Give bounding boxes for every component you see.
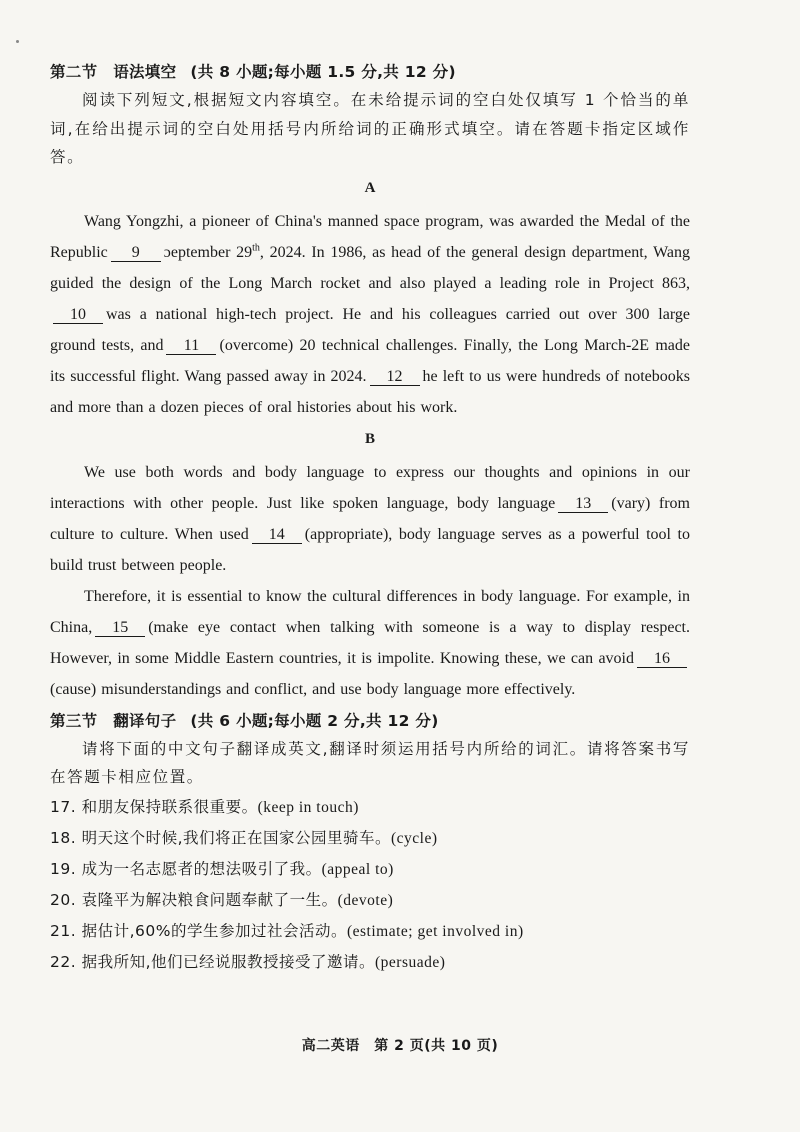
blank-16: 16 [637,651,687,668]
passage-b-label: B [364,430,375,447]
item-text: 21. 据估计,60%的学生参加过社会活动。 [50,921,347,940]
passage-b-text-6: (cause) misunderstandings and conflict, and use body language more effectively. [50,680,576,698]
passage-b-text-2: (vary) from culture to culture. When used [50,494,691,543]
item-hint: (appeal to) [321,860,394,878]
translation-item-17 [50,792,690,823]
passage-a-text-4: was a national high-tech project. He and his colleagues carried out over 300 large ground tests, and [50,305,690,354]
blank-9: 9 [111,245,161,262]
section2-title: 第二节 语法填空 [50,63,177,81]
section3-title: 第三节 翻译句子 [50,711,177,730]
blank-11: 11 [166,338,216,355]
item-text: 22. 据我所知,他们已经说服教授接受了邀请。 [50,952,376,971]
translation-item-20 [50,885,690,916]
passage-a-superscript: th [252,242,260,254]
item-text: 19. 成为一名志愿者的想法吸引了我。 [50,859,322,878]
passage-b-text-3: (appropriate), body language serves as a powerful tool to build trust between people. [50,525,690,574]
translation-item-22 [50,947,690,978]
item-text: 20. 袁隆平为解决粮食问题奉献了一生。 [50,890,338,909]
translation-item-19 [50,854,690,885]
blank-14: 14 [252,527,302,544]
item-text: 18. 明天这个时候,我们将正在国家公园里骑车。 [50,828,392,847]
item-hint: (estimate; get involved in) [346,922,524,940]
passage-b-text-5: (make eye contact when talking with someone is a way to display respect. However, in some Middle Eastern countries, it is impolite. Knowing these, we can avoid [50,618,690,667]
passage-b-paragraph-2 [50,581,690,705]
section2-instructions: 阅读下列短文,根据短文内容填空。在未给提示词的空白处仅填写 1 个恰当的单词,在给出提示词的空白处用括号内所给词的正确形式填空。请在答题卡指定区域作答。 [50,91,690,166]
section3-meta: (共 6 小题;每小题 2 分,共 12 分) [190,711,439,730]
passage-b-text-1: We use both words and body language to express our thoughts and opinions in our interactions with other people. Just like spoken language, body language [50,463,690,512]
blank-13: 13 [558,496,608,513]
page-footer: 高二英语 第 2 页(共 10 页) [301,1038,499,1054]
blank-15: 15 [95,620,145,637]
item-hint: (devote) [337,891,394,909]
translation-item-18 [50,823,690,854]
item-text: 17. 和朋友保持联系很重要。 [50,797,258,816]
page-content [50,58,690,978]
translation-item-21 [50,916,690,947]
section3-heading [50,707,690,735]
passage-a-text-2: ɔeptember 29 [163,243,253,261]
passage-a-text-6: he left to us were hundreds of notebooks and more than a dozen pieces of oral histories about his work. [50,367,691,416]
section2-heading [50,58,690,86]
passage-a-text-3: , 2024. In 1986, as head of the general design department, Wang guided the design of the Long March rocket and also played a leading role in Project 863, [50,243,691,292]
passage-a-text-5: (overcome) 20 technical challenges. Finally, the Long March-2E made its successful flight. Wang passed away in 2024. [50,336,691,385]
translation-list [50,792,690,978]
item-hint: (keep in touch) [257,798,359,816]
passage-b-paragraph-1 [50,457,690,581]
section2-meta: (共 8 小题;每小题 1.5 分,共 12 分) [190,63,456,81]
passage-a-text-1: Wang Yongzhi, a pioneer of China's manned space program, was awarded the Medal of the Republic [50,212,690,261]
passage-a-label: A [364,179,376,196]
item-hint: (cycle) [391,829,438,847]
item-hint: (persuade) [375,953,446,971]
scan-mark [16,40,19,43]
passage-b-text-4: Therefore, it is essential to know the cultural differences in body language. For example, in China, [50,587,690,636]
blank-10: 10 [53,307,103,324]
passage-a-paragraph [50,206,690,423]
section3-instructions: 请将下面的中文句子翻译成英文,翻译时须运用括号内所给的词汇。请将答案书写在答题卡相应位置。 [50,739,690,786]
blank-12: 12 [370,369,420,386]
